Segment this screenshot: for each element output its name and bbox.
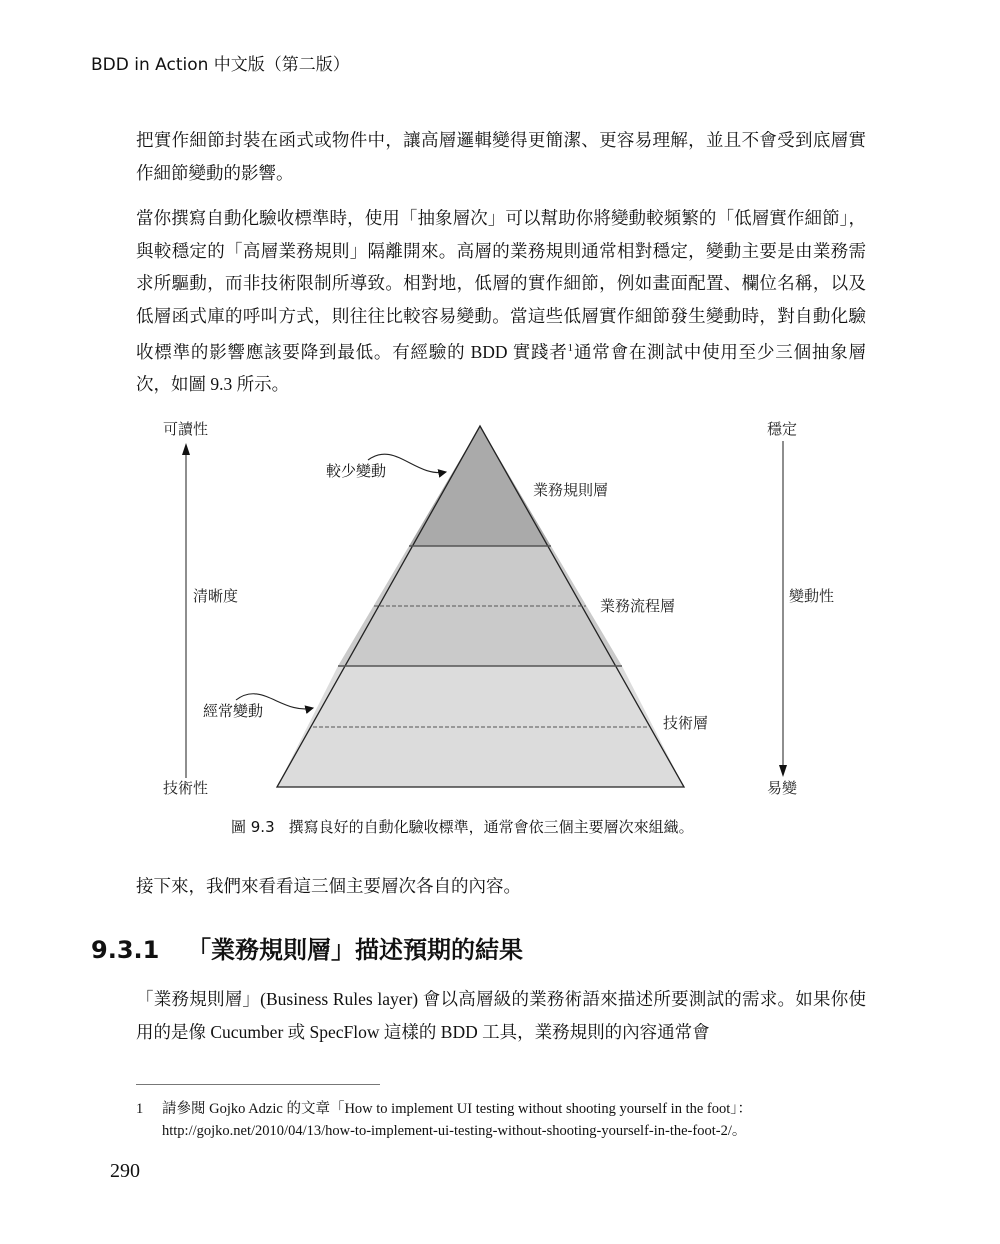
left-axis-middle-label: 清晰度: [193, 587, 239, 605]
footnote-reference[interactable]: 1: [567, 342, 574, 354]
paragraph-intro: 把實作細節封裝在函式或物件中，讓高層邏輯變得更簡潔、更容易理解，並且不會受到底層實作細節變動的影響。: [136, 130, 866, 183]
pyramid-layer-business-rules: [409, 426, 551, 546]
left-axis-bottom-label: 技術性: [163, 779, 209, 797]
footnote-marker: 1: [136, 1101, 144, 1117]
right-axis-bottom-label: 易變: [767, 779, 798, 797]
section-heading: [91, 930, 523, 965]
caption-number: 圖 9.3: [231, 818, 275, 836]
footnote: [136, 1098, 856, 1142]
paragraph-text: 當你撰寫自動化驗收標準時，使用「抽象層次」可以幫助你將變動較頻繁的「低層實作細節」，與較穩定的「高層業務規則」隔離開來。高層的業務規則通常相對穩定，變動主要是由業務需求所驅動，而非技術限制所導致。相對地，低層的實作細節，例如畫面配置、欄位名稱，以及低層函式庫的呼叫方式，則往往比較容易變動。當這些低層實作細節發生變動時，對自動化驗收標準的影響應該要降到最低。有經驗的 BDD 實踐者: [136, 208, 866, 362]
paragraph-business-rules: 「業務規則層」(Business Rules layer) 會以高層級的業務術語來描述所要測試的需求。如果你使用的是像 Cucumber 或 SpecFlow 這樣的 BDD 工具，業務規則的內容通常會: [136, 989, 866, 1042]
layer-label-technical: 技術層: [663, 714, 709, 732]
paragraph-text-end: 通常會在測試中使用至少三個抽象層次，如圖 9.3 所示。: [136, 341, 866, 395]
running-header: BDD in Action 中文版（第二版）: [91, 55, 350, 75]
page-number: 290: [110, 1160, 140, 1182]
section-title: 「業務規則層」描述預期的結果: [187, 936, 523, 964]
layer-label-business-rules: 業務規則層: [533, 481, 609, 499]
left-axis-top-label: 可讀性: [163, 420, 209, 438]
right-axis-top-label: 穩定: [767, 420, 798, 438]
caption-text: 撰寫良好的自動化驗收標準，通常會依三個主要層次來組織。: [288, 818, 694, 836]
footnote-text: 請參閱 Gojko Adzic 的文章「How to implement UI testing without shooting yourself in the foot」：: [162, 1101, 753, 1117]
figure-caption: [231, 816, 694, 837]
footnote-url[interactable]: http://gojko.net/2010/04/13/how-to-implement-ui-testing-without-shooting-yourself-in-the-foot-2/。: [162, 1123, 747, 1139]
layer-label-business-flow: 業務流程層: [600, 597, 676, 615]
annotation-less-change: 較少變動: [326, 462, 387, 480]
right-axis-middle-label: 變動性: [789, 587, 835, 605]
section-number: 9.3.1: [91, 936, 160, 964]
up-arrowhead-icon: [182, 443, 190, 455]
paragraph-next: 接下來，我們來看看這三個主要層次各自的內容。: [136, 876, 521, 896]
annotation-frequent-change: 經常變動: [203, 702, 264, 720]
down-arrowhead-icon: [779, 765, 787, 777]
footnote-divider: [136, 1084, 380, 1085]
